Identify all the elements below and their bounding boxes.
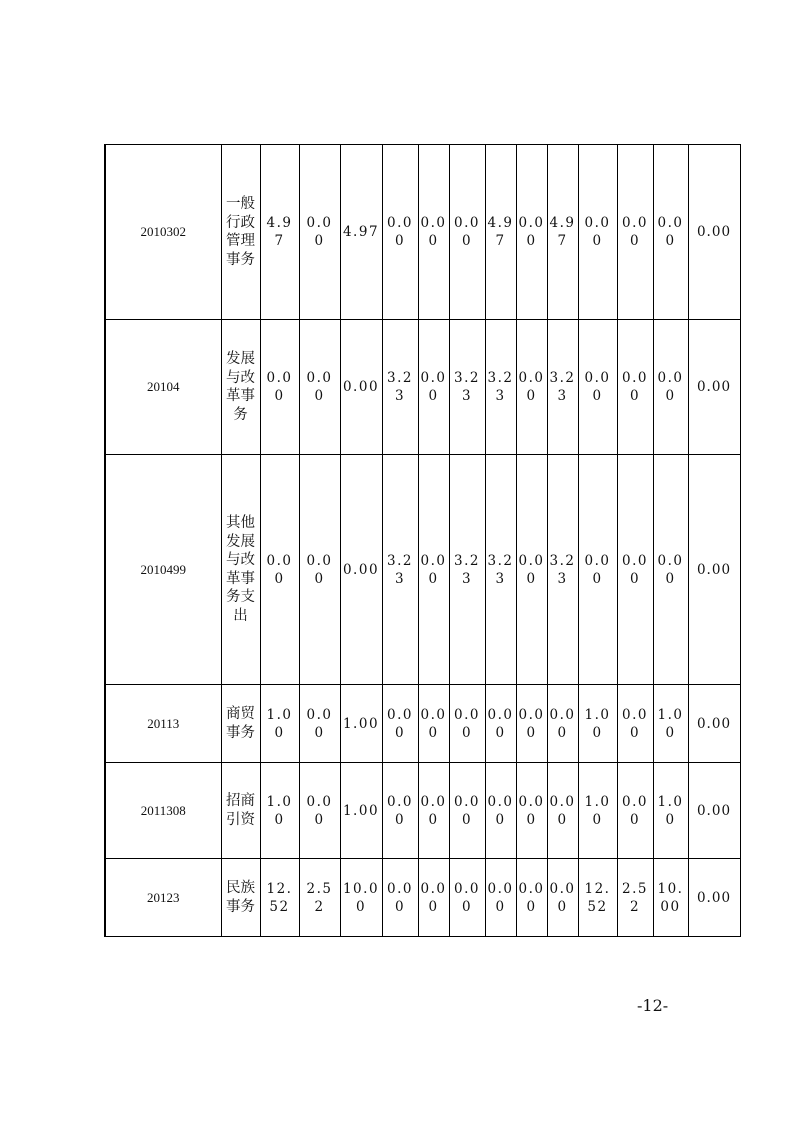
amount-cell: 0.00 bbox=[449, 763, 485, 859]
table-row bbox=[105, 859, 740, 937]
amount-cell: 0.00 bbox=[578, 145, 617, 320]
subject-name-cell: 发展与改革事务 bbox=[221, 320, 260, 455]
subject-name-cell: 一般行政管理事务 bbox=[221, 145, 260, 320]
amount-cell: 0.00 bbox=[516, 145, 547, 320]
subject-code-cell: 20113 bbox=[105, 685, 221, 763]
amount-cell: 0.00 bbox=[578, 455, 617, 685]
amount-cell: 0.00 bbox=[653, 145, 688, 320]
amount-cell: 0.00 bbox=[340, 320, 382, 455]
amount-cell: 0.00 bbox=[688, 859, 740, 937]
amount-cell: 4.97 bbox=[485, 145, 516, 320]
amount-cell: 0.00 bbox=[617, 320, 653, 455]
amount-cell: 0.00 bbox=[688, 763, 740, 859]
amount-cell: 1.00 bbox=[260, 685, 299, 763]
subject-code-cell: 2010499 bbox=[105, 455, 221, 685]
amount-cell: 1.00 bbox=[653, 685, 688, 763]
amount-cell: 4.97 bbox=[547, 145, 578, 320]
amount-cell: 0.00 bbox=[299, 763, 340, 859]
amount-cell: 3.23 bbox=[547, 455, 578, 685]
subject-name-cell: 其他发展与改革事务支出 bbox=[221, 455, 260, 685]
subject-code-cell: 20123 bbox=[105, 859, 221, 937]
amount-cell: 4.97 bbox=[260, 145, 299, 320]
amount-cell: 0.00 bbox=[418, 685, 449, 763]
amount-cell: 0.00 bbox=[516, 455, 547, 685]
subject-code-cell: 2010302 bbox=[105, 145, 221, 320]
table-row bbox=[105, 455, 740, 685]
amount-cell: 3.23 bbox=[485, 320, 516, 455]
amount-cell: 3.23 bbox=[485, 455, 516, 685]
amount-cell: 3.23 bbox=[547, 320, 578, 455]
amount-cell: 0.00 bbox=[418, 455, 449, 685]
amount-cell: 0.00 bbox=[260, 455, 299, 685]
amount-cell: 1.00 bbox=[578, 763, 617, 859]
amount-cell: 0.00 bbox=[688, 685, 740, 763]
amount-cell: 2.52 bbox=[299, 859, 340, 937]
table-row bbox=[105, 320, 740, 455]
amount-cell: 0.00 bbox=[418, 859, 449, 937]
amount-cell: 0.00 bbox=[547, 763, 578, 859]
subject-name-cell: 商贸事务 bbox=[221, 685, 260, 763]
amount-cell: 0.00 bbox=[617, 763, 653, 859]
amount-cell: 0.00 bbox=[516, 320, 547, 455]
amount-cell: 0.00 bbox=[617, 145, 653, 320]
subject-name-cell: 民族事务 bbox=[221, 859, 260, 937]
amount-cell: 0.00 bbox=[485, 859, 516, 937]
amount-cell: 1.00 bbox=[340, 763, 382, 859]
amount-cell: 0.00 bbox=[382, 763, 418, 859]
table-row bbox=[105, 685, 740, 763]
amount-cell: 0.00 bbox=[688, 320, 740, 455]
amount-cell: 0.00 bbox=[299, 685, 340, 763]
amount-cell: 0.00 bbox=[653, 455, 688, 685]
amount-cell: 0.00 bbox=[418, 145, 449, 320]
amount-cell: 3.23 bbox=[382, 455, 418, 685]
amount-cell: 0.00 bbox=[449, 859, 485, 937]
amount-cell: 0.00 bbox=[653, 320, 688, 455]
amount-cell: 0.00 bbox=[382, 685, 418, 763]
amount-cell: 0.00 bbox=[547, 685, 578, 763]
amount-cell: 0.00 bbox=[485, 763, 516, 859]
table-row bbox=[105, 145, 740, 320]
amount-cell: 12.52 bbox=[260, 859, 299, 937]
amount-cell: 0.00 bbox=[449, 685, 485, 763]
amount-cell: 0.00 bbox=[299, 320, 340, 455]
subject-code-cell: 20104 bbox=[105, 320, 221, 455]
amount-cell: 0.00 bbox=[299, 455, 340, 685]
amount-cell: 0.00 bbox=[485, 685, 516, 763]
amount-cell: 3.23 bbox=[449, 320, 485, 455]
amount-cell: 0.00 bbox=[382, 859, 418, 937]
amount-cell: 3.23 bbox=[449, 455, 485, 685]
amount-cell: 0.00 bbox=[382, 145, 418, 320]
amount-cell: 0.00 bbox=[418, 763, 449, 859]
amount-cell: 3.23 bbox=[382, 320, 418, 455]
amount-cell: 0.00 bbox=[260, 320, 299, 455]
subject-code-cell: 2011308 bbox=[105, 763, 221, 859]
amount-cell: 0.00 bbox=[578, 320, 617, 455]
subject-name-cell: 招商引资 bbox=[221, 763, 260, 859]
amount-cell: 0.00 bbox=[617, 455, 653, 685]
amount-cell: 1.00 bbox=[578, 685, 617, 763]
amount-cell: 0.00 bbox=[516, 685, 547, 763]
amount-cell: 0.00 bbox=[449, 145, 485, 320]
amount-cell: 0.00 bbox=[516, 859, 547, 937]
amount-cell: 10.00 bbox=[653, 859, 688, 937]
amount-cell: 0.00 bbox=[617, 685, 653, 763]
amount-cell: 10.00 bbox=[340, 859, 382, 937]
amount-cell: 1.00 bbox=[653, 763, 688, 859]
amount-cell: 4.97 bbox=[340, 145, 382, 320]
amount-cell: 0.00 bbox=[547, 859, 578, 937]
amount-cell: 0.00 bbox=[340, 455, 382, 685]
amount-cell: 0.00 bbox=[516, 763, 547, 859]
budget-table bbox=[104, 144, 741, 937]
table-row bbox=[105, 763, 740, 859]
amount-cell: 0.00 bbox=[299, 145, 340, 320]
amount-cell: 1.00 bbox=[260, 763, 299, 859]
amount-cell: 0.00 bbox=[418, 320, 449, 455]
amount-cell: 0.00 bbox=[688, 145, 740, 320]
amount-cell: 12.52 bbox=[578, 859, 617, 937]
amount-cell: 0.00 bbox=[688, 455, 740, 685]
amount-cell: 2.52 bbox=[617, 859, 653, 937]
page-number: -12- bbox=[637, 996, 669, 1015]
amount-cell: 1.00 bbox=[340, 685, 382, 763]
